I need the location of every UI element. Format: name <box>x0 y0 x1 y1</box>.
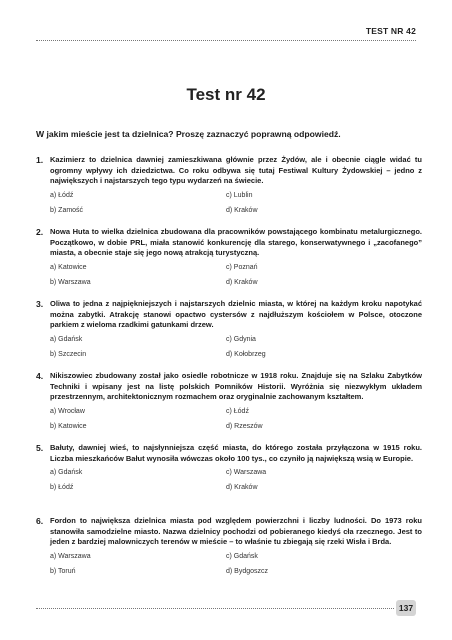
answer-options <box>50 336 422 359</box>
option-c[interactable]: c) Łódź <box>226 407 249 415</box>
option-b[interactable]: b) Szczecin <box>50 350 87 358</box>
instruction: W jakim mieście jest ta dzielnica? Proszę zaznaczyć poprawną odpowiedź. <box>36 129 341 139</box>
option-c[interactable]: c) Gdynia <box>226 335 256 343</box>
question-text: Fordon to największa dzielnica miasta pod względem powierzchni i liczby ludności. Do 1973 roku stanowiła samodzielne miasto. Nazwa dzielnicy pochodzi od pobieranego kiedyś cła rzecznego. Jest to jeden z bardziej malowniczych terenów w mieście – to właśnie tu zbiegają się rzeki Wisła i Brda. <box>50 516 422 547</box>
option-a[interactable]: a) Łódź <box>50 191 74 199</box>
question-2 <box>36 227 422 287</box>
option-c[interactable]: c) Poznań <box>226 263 258 271</box>
option-d[interactable]: d) Kraków <box>226 206 258 214</box>
question-number: 5. <box>36 443 44 453</box>
top-dotted-rule <box>36 40 416 41</box>
option-b[interactable]: b) Łódź <box>50 484 74 492</box>
option-b[interactable]: b) Warszawa <box>50 278 91 286</box>
question-number: 2. <box>36 227 44 237</box>
question-number: 3. <box>36 299 44 309</box>
question-text: Nowa Huta to wielka dzielnica zbudowana dla pracowników powstającego kombinatu metalurgicznego. Początkowo, w dobie PRL, miała stanowić konkurencję dla starego, konserwatywnego i „zacofanego” miasta, a obecnie staje się jego nową atrakcją turystyczną. <box>50 227 422 258</box>
question-text: Oliwa to jedna z najpiękniejszych i najstarszych dzielnic miasta, w której na każdym kroku napotykać można zabytki. Atrakcję stanowi opactwo cystersów z najdłuższym kościołem w Polsce, otoczone parkiem z wieloma rzadkimi gatunkami drzew. <box>50 299 422 330</box>
question-number: 6. <box>36 516 44 526</box>
option-a[interactable]: a) Warszawa <box>50 552 91 560</box>
question-3 <box>36 299 422 359</box>
option-d[interactable]: d) Bydgoszcz <box>226 567 269 575</box>
question-4 <box>36 371 422 431</box>
option-a[interactable]: a) Wrocław <box>50 407 85 415</box>
option-b[interactable]: b) Zamość <box>50 206 84 214</box>
answer-options <box>50 264 422 287</box>
question-1 <box>36 155 422 215</box>
option-b[interactable]: b) Toruń <box>50 567 76 575</box>
option-a[interactable]: a) Gdańsk <box>50 335 83 343</box>
answer-options <box>50 469 422 492</box>
option-b[interactable]: b) Katowice <box>50 422 87 430</box>
option-a[interactable]: a) Katowice <box>50 263 87 271</box>
option-a[interactable]: a) Gdańsk <box>50 469 83 477</box>
option-c[interactable]: c) Gdańsk <box>226 552 258 560</box>
question-text: Kazimierz to dzielnica dawniej zamieszkiwana głównie przez Żydów, ale i obecnie ciągle widać tu ogromny wpływy ich dziedzictwa. Co roku odbywa się tutaj Festiwal Kultury Żydowskiej – jedno z największych i najstarszych tego typu wydarzeń na świecie. <box>50 155 422 186</box>
option-d[interactable]: d) Rzeszów <box>226 422 263 430</box>
option-c[interactable]: c) Lublin <box>226 191 253 199</box>
page-number: 137 <box>396 600 416 616</box>
answer-options <box>50 408 422 431</box>
option-c[interactable]: c) Warszawa <box>226 469 267 477</box>
question-6 <box>36 516 422 576</box>
answer-options <box>50 553 422 576</box>
option-d[interactable]: d) Kraków <box>226 278 258 286</box>
question-number: 1. <box>36 155 44 165</box>
bottom-dotted-rule <box>36 608 394 609</box>
question-text: Nikiszowiec zbudowany został jako osiedle robotnicze w 1918 roku. Znajduje się na Szlaku Zabytków Techniki i wpisany jest na listę polskich Pomników Historii. Wyróżnia się niezwykłym układem przestrzennym, architektonicznym rozmachem oraz oryginalnie zachowanym kształtem. <box>50 371 422 402</box>
question-number: 4. <box>36 371 44 381</box>
option-d[interactable]: d) Kołobrzeg <box>226 350 266 358</box>
page-title: Test nr 42 <box>186 85 266 104</box>
running-head: TEST NR 42 <box>365 26 416 36</box>
option-d[interactable]: d) Kraków <box>226 484 258 492</box>
question-5 <box>36 443 422 492</box>
question-text: Bałuty, dawniej wieś, to najsłynniejsza część miasta, do którego została przyłączona w 1915 roku. Liczba mieszkańców Bałut wynosiła wówczas około 100 tys., co czyniło ją największą wsią w Europie. <box>50 443 422 463</box>
answer-options <box>50 192 422 215</box>
